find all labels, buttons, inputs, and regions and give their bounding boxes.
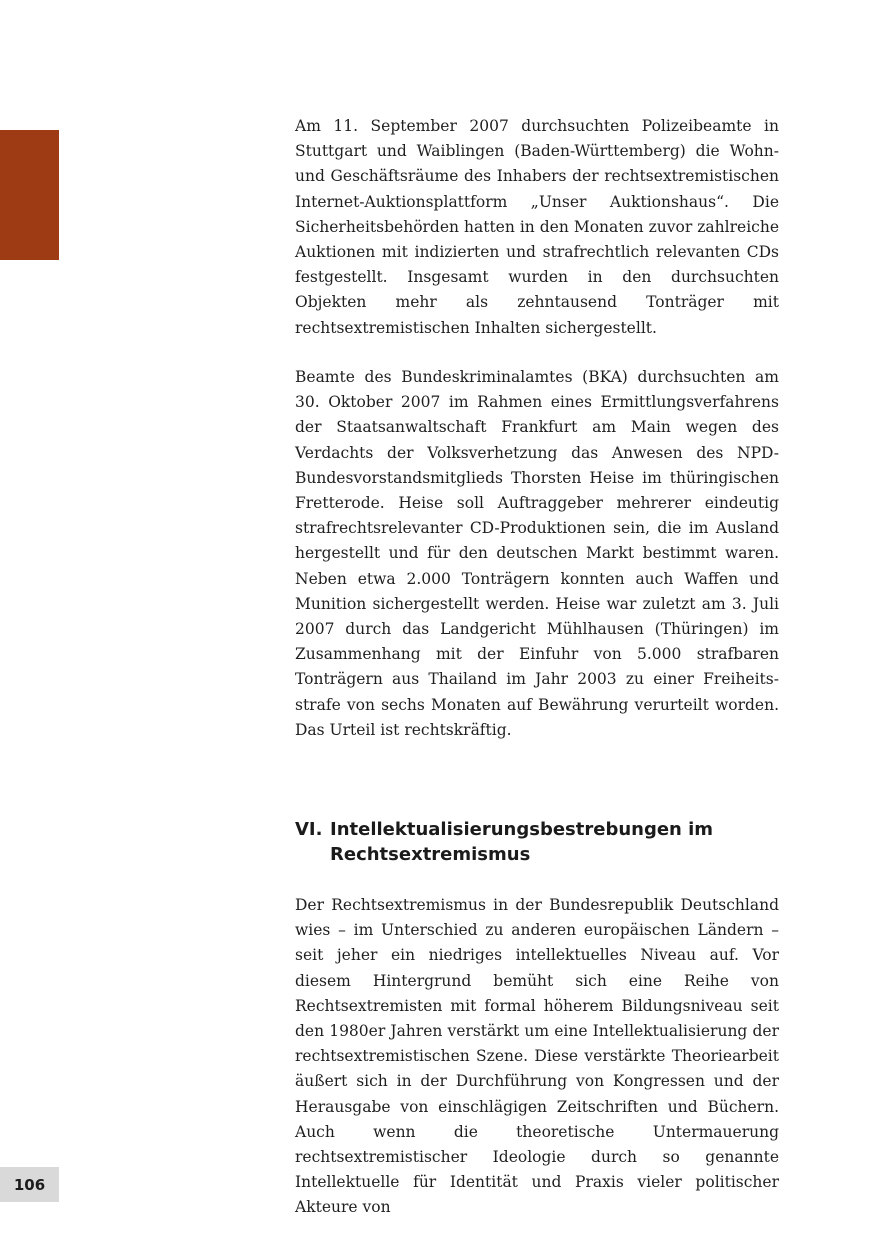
section-heading: [295, 817, 795, 867]
chapter-side-marker: [0, 130, 59, 260]
page-number: 106: [0, 1167, 59, 1202]
section-title: Intellektualisierungsbestrebungen im Rechtsextremismus: [330, 819, 714, 865]
paragraph-raid-auction-platform: Am 11. September 2007 durchsuchten Polizeibeamte in Stuttgart und Waiblingen (Baden-Württemberg) die Wohn- und Geschäftsräume des Inhabers der rechtsextremistischen Internet-Auktionsplattform „Unser Auktionshaus“. Die Sicherheitsbehörden hatten in den Monaten zuvor zahlreiche Auktionen mit indizierten und strafrechtlich relevanten CDs festgestellt. Insgesamt wurden in den durchsuchten Objekten mehr als zehntausend Tonträger mit rechtsextremistischen Inhalten sichergestellt.: [295, 117, 779, 337]
paragraph-intellectualization: Der Rechtsextremismus in der Bundesrepublik Deutschland wies – im Unterschied zu anderen europäischen Ländern – seit jeher ein niedriges intellektuelles Niveau auf. Vor diesem Hintergrund bemüht sich eine Reihe von Rechtsextremisten mit formal höherem Bildungsniveau seit den 1980er Jahren verstärkt um eine Intellektualisierung der rechtsextremistischen Szene. Diese verstärkte Theoriearbeit äußert sich in der Durchführung von Kongressen und der Herausgabe von einschlägigen Zeitschriften und Büchern. Auch wenn die theoretische Untermauerung rechtsextremistischer Ideologie durch so genannte Intellektuelle für Identität und Praxis vieler politischer Akteure von: [295, 896, 779, 1217]
section-number: VI.: [295, 819, 323, 840]
paragraph-bka-search-heise: Beamte des Bundeskriminalamtes (BKA) durchsuchten am 30. Oktober 2007 im Rahmen eines Ermittlungsverfahrens der Staatsanwaltschaft Frankfurt am Main wegen des Verdachts der Volksverhetzung das Anwesen des NPD-Bundesvorstandsmitglieds Thorsten Heise im thüringischen Fretterode. Heise soll Auftraggeber mehrerer eindeutig strafrechtsrelevanter CD-Produktionen sein, die im Ausland hergestellt und für den deutschen Markt bestimmt waren. Neben etwa 2.000 Tonträgern konnten auch Waffen und Munition sichergestellt werden. Heise war zuletzt am 3. Juli 2007 durch das Landgericht Mühlhausen (Thüringen) im Zusammenhang mit der Einfuhr von 5.000 strafbaren Tonträgern aus Thailand im Jahr 2003 zu einer Freiheitsstrafe von sechs Monaten auf Bewährung verurteilt worden. Das Urteil ist rechtskräftig.: [295, 368, 779, 739]
